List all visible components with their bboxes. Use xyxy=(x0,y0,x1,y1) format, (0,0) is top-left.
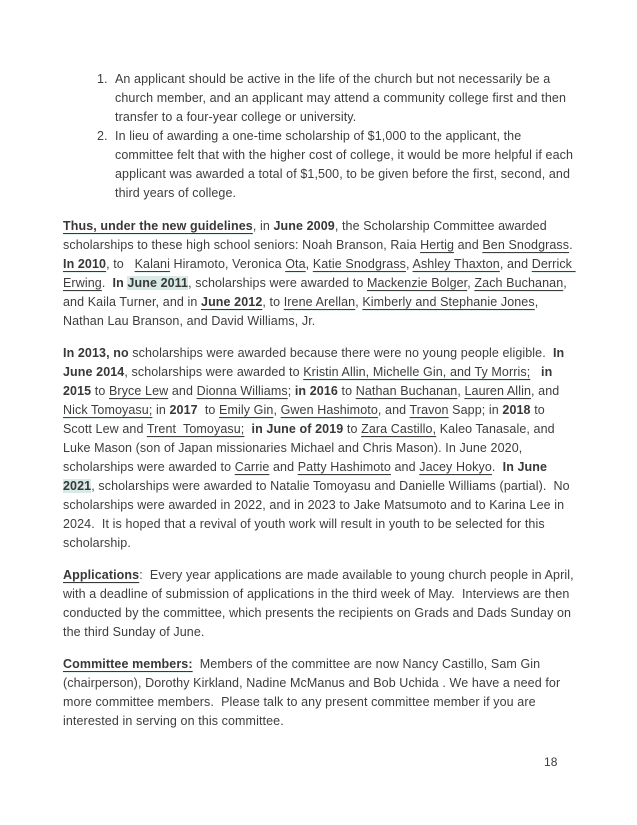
text-run: Derrick Erwing xyxy=(63,257,576,290)
text-run: Thus, under the new guidelines xyxy=(63,219,253,233)
text-run: in xyxy=(152,403,170,417)
text-run: and xyxy=(168,384,197,398)
text-run: Dionna Williams xyxy=(196,384,288,398)
text-run: , xyxy=(406,257,413,271)
text-run: Irene Arellan xyxy=(283,295,356,309)
text-run: Kalani xyxy=(134,257,170,271)
text-run: Members of the committee are now Nancy Castillo, Sam Gin (chairperson), Dorothy Kirkland, Nadine McManus and Bob Uchida . We have a need for more committee members. Please talk to any present committee member if you are interested in serving on this committee. xyxy=(63,657,564,728)
text-run: Hiramoto, Veronica xyxy=(169,257,286,271)
text-run: Zara Castillo, xyxy=(361,422,437,436)
text-run: Bryce Lew xyxy=(109,384,169,398)
text-run: Jacey Hokyo xyxy=(419,460,492,474)
paragraph-awards-2009-2012 xyxy=(63,217,580,331)
text-run: Carrie xyxy=(234,460,270,474)
text-run: In June xyxy=(502,460,551,474)
text-run: Ota xyxy=(285,257,306,271)
list-item xyxy=(63,70,574,127)
text-run: , scholarships were awarded to xyxy=(124,365,304,379)
text-run: 2021 xyxy=(63,479,92,493)
text-run: to xyxy=(337,384,356,398)
page-number: 18 xyxy=(544,755,558,769)
text-run: in 2015 xyxy=(63,365,556,398)
text-run: Kristin Allin, Michelle Gin, and Ty Morris; xyxy=(303,365,531,379)
text-run: . xyxy=(101,276,113,290)
text-run: to xyxy=(91,384,109,398)
paragraph-awards-2013-2024 xyxy=(63,344,574,553)
text-run: , and xyxy=(377,403,410,417)
text-run: Travon xyxy=(409,403,449,417)
text-run: , in xyxy=(252,219,274,233)
paragraph-applications xyxy=(63,566,578,642)
text-run: In xyxy=(112,276,128,290)
text-run: Mackenzie Bolger xyxy=(366,276,468,290)
text-run: , to xyxy=(262,295,284,309)
text-run: In June 2014 xyxy=(63,346,568,379)
text-run: to Scott Lew and xyxy=(63,403,549,436)
text-run: Patty Hashimoto xyxy=(297,460,391,474)
text-run: June 2009 xyxy=(273,219,335,233)
text-run: Katie Snodgrass xyxy=(312,257,407,271)
text-run: ; xyxy=(287,384,295,398)
text-run: Zach Buchanan xyxy=(474,276,564,290)
document-content xyxy=(63,70,580,744)
text-run: , scholarships were awarded to xyxy=(188,276,367,290)
text-run: Committee members: xyxy=(63,657,193,671)
text-run: : Every year applications are made available to young church people in April, with a deadline of submission of applications in the third week of May. Interviews are then conducted by the committee, which presents the recipients on Grads and Dads Sunday on the third Sunday of June. xyxy=(63,568,578,639)
text-run: 2018 xyxy=(502,403,531,417)
text-run: and xyxy=(269,460,298,474)
text-run: Ashley Thaxton xyxy=(412,257,500,271)
text-run: 2017 xyxy=(169,403,198,417)
list-item xyxy=(63,127,574,203)
text-run: scholarships were awarded because there were no young people eligible. xyxy=(128,346,553,360)
numbered-list xyxy=(63,70,574,203)
text-run: , xyxy=(457,384,465,398)
text-run: , scholarships were awarded to Natalie Tomoyasu and Danielle Williams (partial). No scholarships were awarded in 2022, and in 2023 to Jake Matsumoto and to Karina Lee in 2024. It is hoped that a revival of youth work will result in youth to be selected for this scholarship. xyxy=(63,479,574,550)
list-item-text: An applicant should be active in the life of the church but not necessarily be a church member, and an applicant may attend a community college first and then transfer to a four-year college or university. xyxy=(115,72,566,124)
text-run: In 2010 xyxy=(63,257,107,271)
text-run: Lauren Allin xyxy=(464,384,531,398)
text-run: June 2011 xyxy=(127,276,189,290)
text-run: June 2012 xyxy=(201,295,263,309)
text-run: and xyxy=(454,238,483,252)
text-run: In 2013, no xyxy=(63,346,129,360)
text-run: and xyxy=(390,460,420,474)
text-run: Emily Gin xyxy=(219,403,274,417)
list-item-text: In lieu of awarding a one-time scholarship of $1,000 to the applicant, the committee felt that with the higher cost of college, it would be more helpful if each applicant was awarded a total of $1,500, to be given before the first, second, and third years of college. xyxy=(115,129,574,200)
list-item-number: 2. xyxy=(97,129,108,143)
text-run: in 2016 xyxy=(294,384,338,398)
text-run: Hertig xyxy=(420,238,455,252)
text-run: , Nathan Lau Branson, and David Williams, Jr. xyxy=(63,295,542,328)
text-run: , xyxy=(355,295,363,309)
text-run: Applications xyxy=(63,568,140,582)
text-run: , and xyxy=(499,257,532,271)
text-run: , xyxy=(467,276,475,290)
text-run: , xyxy=(305,257,313,271)
text-run: Nick Tomoyasu; xyxy=(63,403,153,417)
text-run: Trent Tomoyasu; xyxy=(146,422,245,436)
paragraph-committee-members xyxy=(63,655,574,731)
text-run: to xyxy=(343,422,362,436)
text-run: , the Scholarship Committee awarded scholarships to these high school seniors: Noah Branson, Raia xyxy=(63,219,551,252)
list-item-number: 1. xyxy=(97,72,108,86)
text-run: Ben Snodgrass xyxy=(482,238,570,252)
text-run: , and Kaila Turner, and in xyxy=(63,276,571,309)
text-run xyxy=(244,422,251,436)
text-run xyxy=(530,365,541,379)
text-run: to xyxy=(197,403,220,417)
text-run: , to xyxy=(106,257,135,271)
text-run: , xyxy=(273,403,281,417)
text-run: Nathan Buchanan xyxy=(355,384,458,398)
text-run: Gwen Hashimoto xyxy=(280,403,378,417)
text-run: . xyxy=(491,460,503,474)
text-run: in June of 2019 xyxy=(251,422,344,436)
text-run: , and xyxy=(531,384,563,398)
text-run: Kaleo Tanasale, and Luke Mason (son of Japan missionaries Michael and Chris Mason). In June 2020, scholarships were awarded to xyxy=(63,422,559,474)
text-run: . xyxy=(569,238,580,252)
text-run: Sapp; in xyxy=(448,403,503,417)
text-run: Kimberly and Stephanie Jones xyxy=(362,295,535,309)
